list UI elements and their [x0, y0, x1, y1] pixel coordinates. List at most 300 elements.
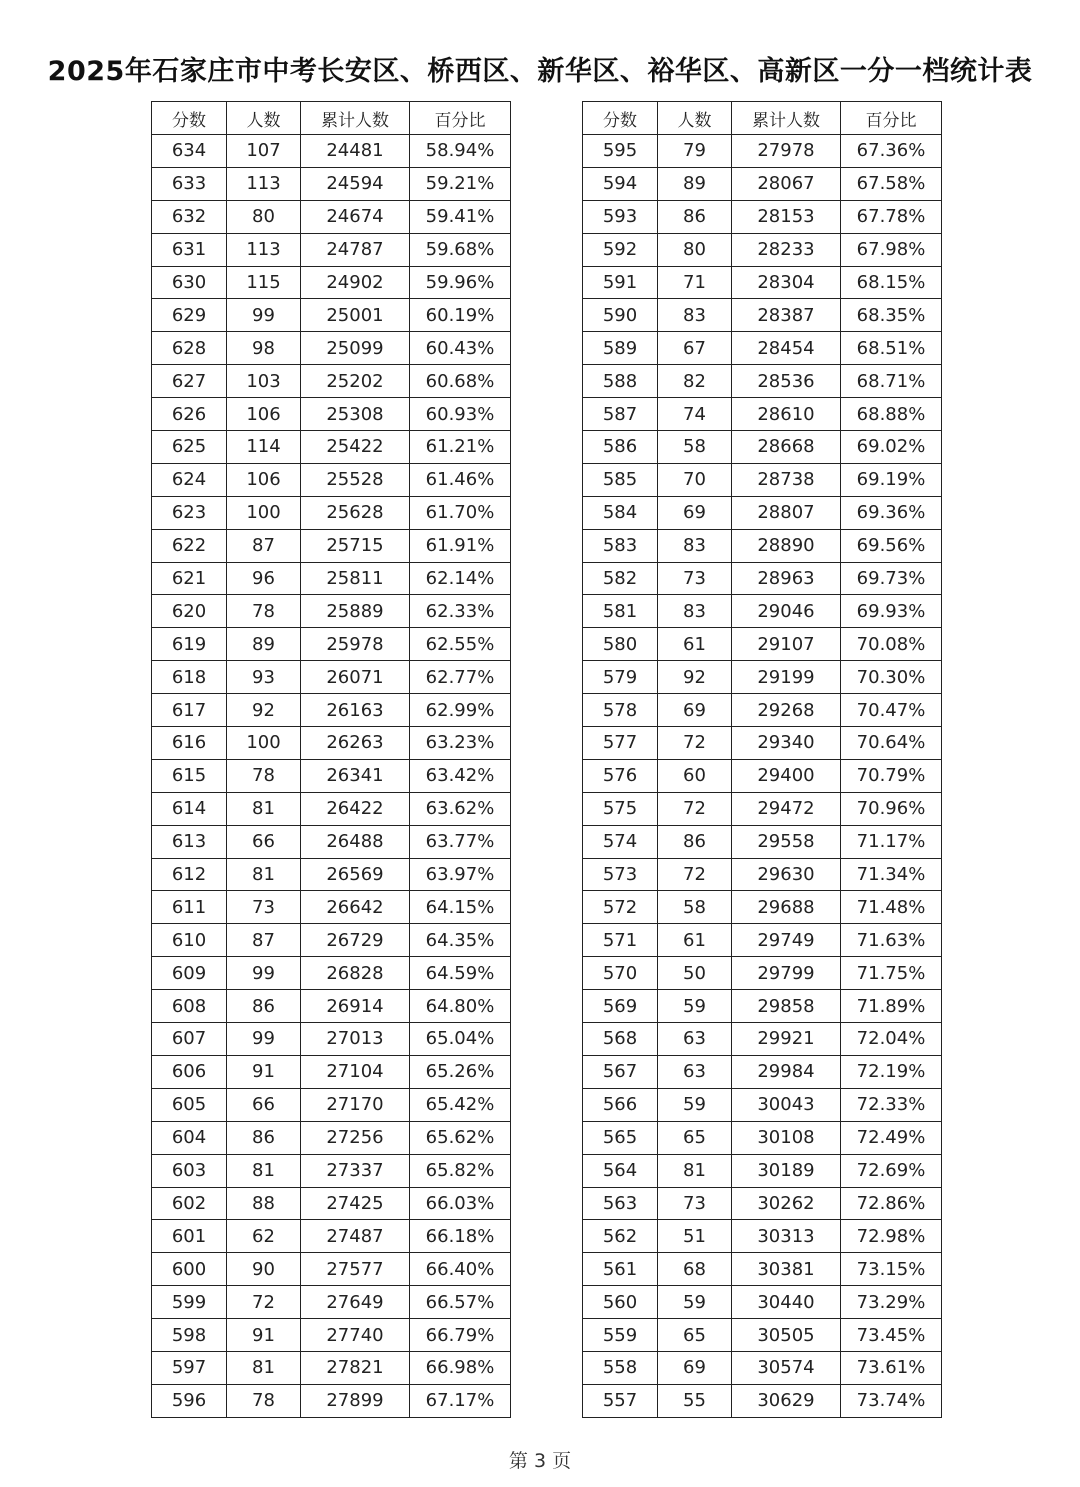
table-row	[152, 529, 511, 562]
cell-score: 623	[152, 496, 227, 529]
cell-count: 65	[658, 1319, 732, 1352]
column-header-count: 人数	[658, 102, 732, 135]
cell-percent: 72.69%	[841, 1154, 942, 1187]
table-row	[583, 1319, 942, 1352]
cell-score: 628	[152, 332, 227, 365]
cell-count: 72	[658, 792, 732, 825]
cell-score: 577	[583, 727, 658, 760]
table-row	[152, 200, 511, 233]
cell-percent: 66.57%	[410, 1286, 511, 1319]
cell-score: 608	[152, 990, 227, 1023]
cell-score: 578	[583, 694, 658, 727]
score-table-right-body	[583, 135, 942, 1418]
cell-percent: 65.82%	[410, 1154, 511, 1187]
cell-cumulative: 30574	[732, 1351, 841, 1384]
cell-percent: 72.04%	[841, 1023, 942, 1056]
cell-cumulative: 27013	[301, 1023, 410, 1056]
cell-cumulative: 27487	[301, 1220, 410, 1253]
cell-cumulative: 29630	[732, 858, 841, 891]
table-row	[583, 825, 942, 858]
cell-percent: 72.19%	[841, 1055, 942, 1088]
cell-percent: 71.48%	[841, 891, 942, 924]
cell-count: 99	[227, 1023, 301, 1056]
cell-count: 83	[658, 529, 732, 562]
cell-count: 59	[658, 1286, 732, 1319]
cell-cumulative: 29984	[732, 1055, 841, 1088]
cell-score: 604	[152, 1121, 227, 1154]
table-row	[583, 200, 942, 233]
cell-count: 81	[227, 792, 301, 825]
table-row	[583, 431, 942, 464]
cell-percent: 70.64%	[841, 727, 942, 760]
cell-cumulative: 30108	[732, 1121, 841, 1154]
table-row	[152, 431, 511, 464]
cell-percent: 63.42%	[410, 759, 511, 792]
table-row	[152, 595, 511, 628]
page-number: 第 3 页	[508, 1450, 572, 1472]
cell-score: 562	[583, 1220, 658, 1253]
cell-score: 627	[152, 365, 227, 398]
cell-cumulative: 26642	[301, 891, 410, 924]
cell-count: 93	[227, 661, 301, 694]
cell-percent: 70.79%	[841, 759, 942, 792]
cell-percent: 70.08%	[841, 628, 942, 661]
cell-cumulative: 28153	[732, 200, 841, 233]
cell-cumulative: 26914	[301, 990, 410, 1023]
table-row	[152, 1187, 511, 1220]
cell-cumulative: 29799	[732, 957, 841, 990]
cell-percent: 72.98%	[841, 1220, 942, 1253]
cell-score: 594	[583, 167, 658, 200]
cell-cumulative: 27821	[301, 1351, 410, 1384]
cell-percent: 67.36%	[841, 135, 942, 168]
table-row	[583, 233, 942, 266]
cell-cumulative: 29558	[732, 825, 841, 858]
cell-score: 629	[152, 299, 227, 332]
cell-count: 114	[227, 431, 301, 464]
cell-score: 595	[583, 135, 658, 168]
cell-cumulative: 28233	[732, 233, 841, 266]
cell-cumulative: 27978	[732, 135, 841, 168]
table-row	[583, 365, 942, 398]
cell-percent: 66.98%	[410, 1351, 511, 1384]
cell-score: 619	[152, 628, 227, 661]
cell-cumulative: 26341	[301, 759, 410, 792]
table-row	[583, 529, 942, 562]
column-header-cumulative: 累计人数	[301, 102, 410, 135]
cell-score: 558	[583, 1351, 658, 1384]
cell-score: 611	[152, 891, 227, 924]
cell-count: 79	[658, 135, 732, 168]
cell-count: 100	[227, 727, 301, 760]
cell-cumulative: 27104	[301, 1055, 410, 1088]
cell-count: 66	[227, 825, 301, 858]
cell-score: 618	[152, 661, 227, 694]
cell-count: 106	[227, 463, 301, 496]
table-row	[583, 1220, 942, 1253]
cell-cumulative: 29046	[732, 595, 841, 628]
cell-percent: 64.35%	[410, 924, 511, 957]
table-row	[152, 365, 511, 398]
cell-cumulative: 26071	[301, 661, 410, 694]
cell-cumulative: 30262	[732, 1187, 841, 1220]
cell-cumulative: 24674	[301, 200, 410, 233]
table-row	[583, 1121, 942, 1154]
cell-count: 80	[658, 233, 732, 266]
table-row	[152, 1121, 511, 1154]
cell-cumulative: 25978	[301, 628, 410, 661]
cell-percent: 61.21%	[410, 431, 511, 464]
cell-score: 586	[583, 431, 658, 464]
cell-score: 599	[152, 1286, 227, 1319]
cell-count: 99	[227, 957, 301, 990]
cell-percent: 71.34%	[841, 858, 942, 891]
cell-count: 60	[658, 759, 732, 792]
cell-score: 585	[583, 463, 658, 496]
column-header-percent: 百分比	[410, 102, 511, 135]
table-row	[152, 299, 511, 332]
cell-count: 58	[658, 431, 732, 464]
cell-score: 569	[583, 990, 658, 1023]
cell-cumulative: 30629	[732, 1384, 841, 1417]
table-row	[152, 1055, 511, 1088]
cell-score: 632	[152, 200, 227, 233]
cell-cumulative: 29199	[732, 661, 841, 694]
cell-percent: 65.42%	[410, 1088, 511, 1121]
cell-percent: 72.33%	[841, 1088, 942, 1121]
table-row	[583, 1154, 942, 1187]
cell-cumulative: 25308	[301, 398, 410, 431]
cell-score: 576	[583, 759, 658, 792]
cell-percent: 59.68%	[410, 233, 511, 266]
cell-cumulative: 26263	[301, 727, 410, 760]
cell-percent: 73.29%	[841, 1286, 942, 1319]
cell-count: 63	[658, 1023, 732, 1056]
cell-count: 91	[227, 1319, 301, 1352]
cell-cumulative: 26163	[301, 694, 410, 727]
column-header-score: 分数	[583, 102, 658, 135]
cell-cumulative: 29749	[732, 924, 841, 957]
cell-score: 582	[583, 562, 658, 595]
table-row	[152, 990, 511, 1023]
cell-percent: 69.56%	[841, 529, 942, 562]
cell-cumulative: 27170	[301, 1088, 410, 1121]
cell-count: 59	[658, 1088, 732, 1121]
table-row	[583, 990, 942, 1023]
table-row	[152, 496, 511, 529]
cell-cumulative: 29921	[732, 1023, 841, 1056]
cell-count: 81	[227, 1351, 301, 1384]
cell-count: 86	[658, 825, 732, 858]
cell-count: 78	[227, 595, 301, 628]
cell-score: 565	[583, 1121, 658, 1154]
table-row	[152, 332, 511, 365]
cell-score: 624	[152, 463, 227, 496]
table-row	[152, 825, 511, 858]
cell-cumulative: 26828	[301, 957, 410, 990]
cell-count: 115	[227, 266, 301, 299]
cell-score: 573	[583, 858, 658, 891]
table-row	[583, 694, 942, 727]
score-table-left-body	[152, 135, 511, 1418]
cell-cumulative: 26729	[301, 924, 410, 957]
score-table-right	[582, 101, 942, 1418]
cell-score: 593	[583, 200, 658, 233]
cell-cumulative: 28807	[732, 496, 841, 529]
cell-percent: 59.96%	[410, 266, 511, 299]
cell-cumulative: 29268	[732, 694, 841, 727]
cell-score: 572	[583, 891, 658, 924]
cell-count: 88	[227, 1187, 301, 1220]
cell-percent: 69.02%	[841, 431, 942, 464]
cell-score: 579	[583, 661, 658, 694]
cell-cumulative: 27256	[301, 1121, 410, 1154]
cell-score: 559	[583, 1319, 658, 1352]
cell-percent: 64.15%	[410, 891, 511, 924]
cell-score: 575	[583, 792, 658, 825]
cell-score: 631	[152, 233, 227, 266]
cell-percent: 69.93%	[841, 595, 942, 628]
cell-percent: 68.51%	[841, 332, 942, 365]
table-row	[152, 1220, 511, 1253]
table-row	[583, 792, 942, 825]
column-header-count: 人数	[227, 102, 301, 135]
cell-score: 622	[152, 529, 227, 562]
table-row	[583, 1187, 942, 1220]
cell-cumulative: 25628	[301, 496, 410, 529]
cell-count: 61	[658, 924, 732, 957]
table-row	[583, 299, 942, 332]
table-row	[152, 759, 511, 792]
cell-score: 567	[583, 1055, 658, 1088]
table-row	[583, 332, 942, 365]
cell-count: 100	[227, 496, 301, 529]
cell-percent: 63.23%	[410, 727, 511, 760]
cell-percent: 65.04%	[410, 1023, 511, 1056]
cell-percent: 68.35%	[841, 299, 942, 332]
cell-percent: 62.99%	[410, 694, 511, 727]
cell-percent: 71.89%	[841, 990, 942, 1023]
cell-count: 61	[658, 628, 732, 661]
cell-score: 625	[152, 431, 227, 464]
cell-score: 563	[583, 1187, 658, 1220]
cell-count: 103	[227, 365, 301, 398]
cell-count: 50	[658, 957, 732, 990]
table-row	[152, 167, 511, 200]
cell-cumulative: 25889	[301, 595, 410, 628]
cell-score: 583	[583, 529, 658, 562]
cell-cumulative: 26422	[301, 792, 410, 825]
cell-score: 592	[583, 233, 658, 266]
table-row	[152, 1384, 511, 1417]
cell-percent: 64.59%	[410, 957, 511, 990]
table-row	[152, 661, 511, 694]
cell-score: 590	[583, 299, 658, 332]
cell-percent: 66.79%	[410, 1319, 511, 1352]
cell-percent: 71.17%	[841, 825, 942, 858]
cell-count: 86	[658, 200, 732, 233]
table-row	[152, 858, 511, 891]
cell-cumulative: 27425	[301, 1187, 410, 1220]
table-row	[152, 1154, 511, 1187]
table-row	[583, 957, 942, 990]
cell-count: 59	[658, 990, 732, 1023]
cell-percent: 60.19%	[410, 299, 511, 332]
table-row	[152, 1286, 511, 1319]
table-row	[152, 694, 511, 727]
cell-cumulative: 24902	[301, 266, 410, 299]
cell-count: 62	[227, 1220, 301, 1253]
cell-percent: 62.33%	[410, 595, 511, 628]
table-row	[583, 1384, 942, 1417]
cell-count: 96	[227, 562, 301, 595]
table-row	[583, 759, 942, 792]
cell-percent: 65.62%	[410, 1121, 511, 1154]
cell-count: 92	[658, 661, 732, 694]
cell-score: 605	[152, 1088, 227, 1121]
cell-cumulative: 25202	[301, 365, 410, 398]
table-row	[152, 628, 511, 661]
cell-percent: 71.63%	[841, 924, 942, 957]
cell-score: 561	[583, 1253, 658, 1286]
cell-count: 72	[227, 1286, 301, 1319]
cell-cumulative: 27577	[301, 1253, 410, 1286]
cell-score: 630	[152, 266, 227, 299]
cell-count: 106	[227, 398, 301, 431]
cell-score: 564	[583, 1154, 658, 1187]
cell-count: 69	[658, 1351, 732, 1384]
cell-percent: 70.30%	[841, 661, 942, 694]
cell-percent: 60.68%	[410, 365, 511, 398]
cell-percent: 59.41%	[410, 200, 511, 233]
cell-cumulative: 30381	[732, 1253, 841, 1286]
table-row	[583, 463, 942, 496]
table-row	[152, 1351, 511, 1384]
cell-percent: 72.86%	[841, 1187, 942, 1220]
table-row	[152, 135, 511, 168]
cell-count: 74	[658, 398, 732, 431]
cell-cumulative: 28890	[732, 529, 841, 562]
cell-count: 90	[227, 1253, 301, 1286]
cell-count: 92	[227, 694, 301, 727]
cell-cumulative: 30043	[732, 1088, 841, 1121]
cell-score: 584	[583, 496, 658, 529]
cell-count: 83	[658, 595, 732, 628]
table-header-row	[152, 102, 511, 135]
cell-cumulative: 29688	[732, 891, 841, 924]
cell-count: 87	[227, 924, 301, 957]
table-row	[583, 1351, 942, 1384]
cell-percent: 61.70%	[410, 496, 511, 529]
cell-count: 72	[658, 858, 732, 891]
table-row	[152, 924, 511, 957]
cell-count: 73	[658, 562, 732, 595]
cell-cumulative: 28454	[732, 332, 841, 365]
cell-cumulative: 25099	[301, 332, 410, 365]
cell-percent: 70.47%	[841, 694, 942, 727]
cell-percent: 61.91%	[410, 529, 511, 562]
cell-percent: 66.03%	[410, 1187, 511, 1220]
cell-cumulative: 29472	[732, 792, 841, 825]
table-row	[583, 135, 942, 168]
cell-percent: 60.43%	[410, 332, 511, 365]
table-row	[583, 562, 942, 595]
cell-cumulative: 25528	[301, 463, 410, 496]
cell-count: 113	[227, 233, 301, 266]
table-row	[152, 1253, 511, 1286]
cell-percent: 68.71%	[841, 365, 942, 398]
cell-cumulative: 30440	[732, 1286, 841, 1319]
cell-cumulative: 30505	[732, 1319, 841, 1352]
page-title: 2025年石家庄市中考长安区、桥西区、新华区、裕华区、高新区一分一档统计表	[47, 56, 1033, 87]
cell-score: 614	[152, 792, 227, 825]
table-row	[583, 891, 942, 924]
cell-cumulative: 28067	[732, 167, 841, 200]
cell-cumulative: 30313	[732, 1220, 841, 1253]
cell-percent: 59.21%	[410, 167, 511, 200]
cell-count: 73	[658, 1187, 732, 1220]
cell-percent: 65.26%	[410, 1055, 511, 1088]
table-row	[583, 628, 942, 661]
table-row	[583, 1286, 942, 1319]
cell-count: 69	[658, 694, 732, 727]
cell-percent: 63.97%	[410, 858, 511, 891]
table-row	[583, 924, 942, 957]
cell-percent: 67.17%	[410, 1384, 511, 1417]
cell-count: 86	[227, 1121, 301, 1154]
cell-percent: 67.98%	[841, 233, 942, 266]
cell-score: 617	[152, 694, 227, 727]
table-row	[583, 167, 942, 200]
cell-score: 596	[152, 1384, 227, 1417]
cell-score: 589	[583, 332, 658, 365]
cell-count: 83	[658, 299, 732, 332]
cell-score: 633	[152, 167, 227, 200]
cell-cumulative: 24594	[301, 167, 410, 200]
cell-percent: 63.62%	[410, 792, 511, 825]
cell-count: 89	[658, 167, 732, 200]
table-row	[152, 398, 511, 431]
cell-count: 71	[658, 266, 732, 299]
cell-percent: 61.46%	[410, 463, 511, 496]
cell-score: 626	[152, 398, 227, 431]
cell-cumulative: 25422	[301, 431, 410, 464]
cell-score: 566	[583, 1088, 658, 1121]
cell-cumulative: 30189	[732, 1154, 841, 1187]
cell-score: 600	[152, 1253, 227, 1286]
cell-count: 80	[227, 200, 301, 233]
table-row	[583, 266, 942, 299]
cell-cumulative: 28536	[732, 365, 841, 398]
cell-score: 602	[152, 1187, 227, 1220]
cell-count: 78	[227, 759, 301, 792]
cell-percent: 62.14%	[410, 562, 511, 595]
cell-cumulative: 28668	[732, 431, 841, 464]
cell-count: 65	[658, 1121, 732, 1154]
column-header-cumulative: 累计人数	[732, 102, 841, 135]
cell-cumulative: 27649	[301, 1286, 410, 1319]
cell-score: 603	[152, 1154, 227, 1187]
cell-cumulative: 27740	[301, 1319, 410, 1352]
table-row	[583, 1088, 942, 1121]
table-row	[152, 266, 511, 299]
table-row	[152, 233, 511, 266]
cell-score: 621	[152, 562, 227, 595]
cell-cumulative: 28963	[732, 562, 841, 595]
cell-count: 67	[658, 332, 732, 365]
cell-cumulative: 29858	[732, 990, 841, 1023]
cell-count: 91	[227, 1055, 301, 1088]
